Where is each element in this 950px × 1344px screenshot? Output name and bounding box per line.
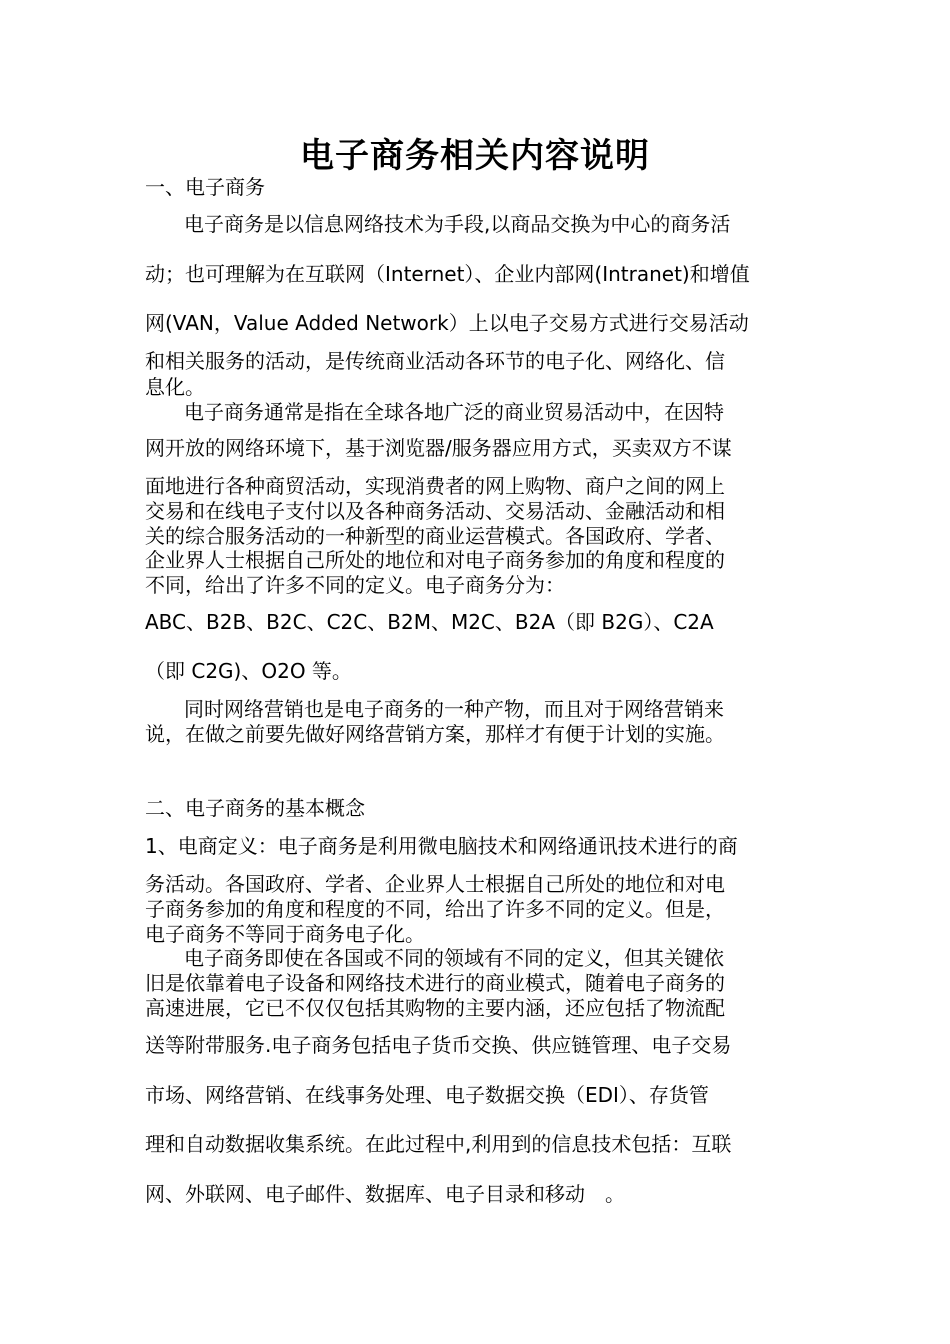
page-title: 电子商务相关内容说明	[300, 136, 650, 176]
paragraph-line: 旧是依靠着电子设备和网络技术进行的商业模式，随着电子商务的	[145, 971, 725, 995]
paragraph-line: 1、电商定义：电子商务是利用微电脑技术和网络通讯技术进行的商	[145, 834, 738, 858]
paragraph-line: 息化。	[145, 375, 205, 399]
paragraph-line: 交易和在线电子支付以及各种商务活动、交易活动、金融活动和相	[145, 499, 725, 523]
paragraph-line: 动；也可理解为在互联网（Internet）、企业内部网(Intranet)和增值	[145, 262, 750, 286]
paragraph-line: 说，在做之前要先做好网络营销方案，那样才有便于计划的实施。	[145, 722, 725, 746]
paragraph-line: 电子商务是以信息网络技术为手段,以商品交换为中心的商务活	[184, 212, 731, 236]
paragraph-line: 高速进展，它已不仅仅包括其购物的主要内涵，还应包括了物流配	[145, 996, 725, 1020]
paragraph-line: 电子商务不等同于商务电子化。	[145, 922, 425, 946]
paragraph-line: 同时网络营销也是电子商务的一种产物，而且对于网络营销来	[184, 697, 724, 721]
paragraph-line: 网开放的网络环境下，基于浏览器/服务器应用方式，买卖双方不谋	[145, 436, 732, 460]
paragraph-line: 面地进行各种商贸活动，实现消费者的网上购物、商户之间的网上	[145, 474, 725, 498]
paragraph-line: 电子商务即使在各国或不同的领域有不同的定义，但其关键依	[184, 946, 724, 970]
paragraph-line: 市场、网络营销、在线事务处理、电子数据交换（EDI）、存货管	[145, 1083, 709, 1107]
paragraph-line: 网(VAN，Value Added Network）上以电子交易方式进行交易活动	[145, 311, 749, 335]
paragraph-line: 送等附带服务.电子商务包括电子货币交换、供应链管理、电子交易	[145, 1033, 732, 1057]
paragraph-line: 电子商务通常是指在全球各地广泛的商业贸易活动中，在因特	[184, 400, 724, 424]
paragraph-line: 网、外联网、电子邮件、数据库、电子目录和移动 。	[145, 1182, 625, 1206]
paragraph-line: ABC、B2B、B2C、C2C、B2M、M2C、B2A（即 B2G）、C2A	[145, 610, 714, 634]
paragraph-line: 不同，给出了许多不同的定义。电子商务分为：	[145, 573, 565, 597]
section-heading: 二、电子商务的基本概念	[145, 796, 365, 820]
paragraph-line: 理和自动数据收集系统。在此过程中,利用到的信息技术包括：互联	[145, 1132, 732, 1156]
section-heading: 一、电子商务	[145, 175, 265, 199]
paragraph-line: 和相关服务的活动，是传统商业活动各环节的电子化、网络化、信	[145, 349, 725, 373]
paragraph-line: 子商务参加的角度和程度的不同，给出了许多不同的定义。但是，	[145, 897, 725, 921]
paragraph-line: 务活动。各国政府、学者、企业界人士根据自己所处的地位和对电	[145, 872, 725, 896]
paragraph-line: 关的综合服务活动的一种新型的商业运营模式。各国政府、学者、	[145, 524, 725, 548]
paragraph-line: 企业界人士根据自己所处的地位和对电子商务参加的角度和程度的	[145, 548, 725, 572]
paragraph-line: （即 C2G)、O2O 等。	[145, 659, 352, 683]
